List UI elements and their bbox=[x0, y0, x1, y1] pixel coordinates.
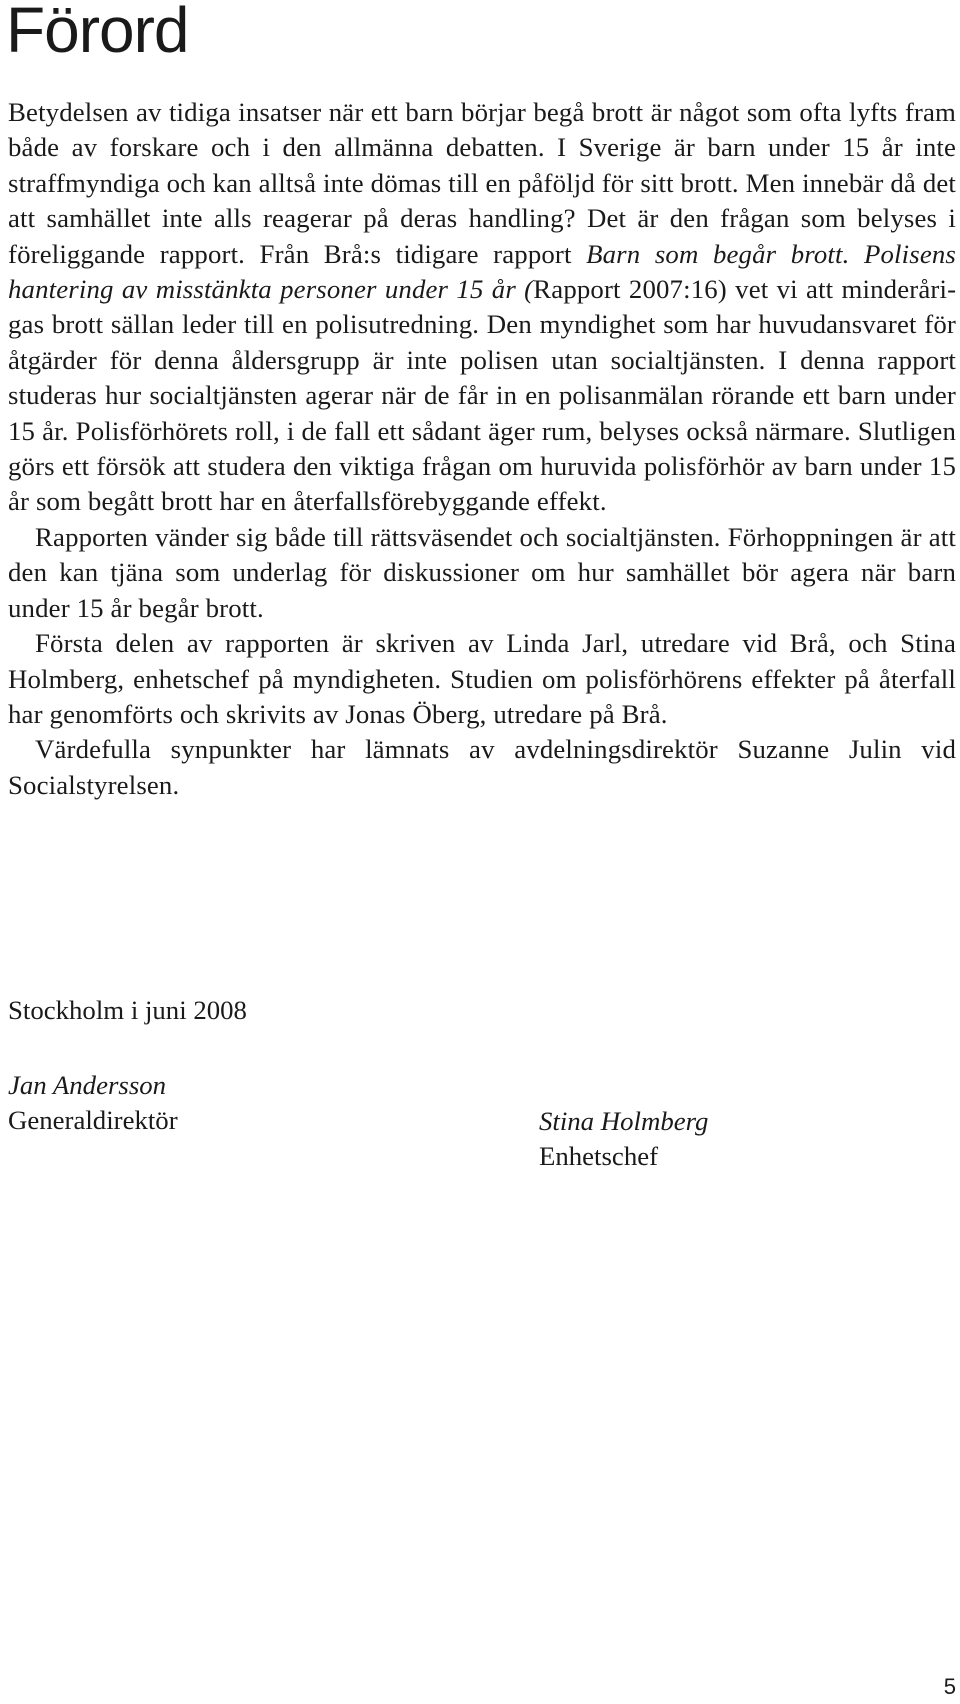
cited-report-title: Barn som begår brott. Polisens hantering av misstänkta personer under 15 år ( bbox=[8, 238, 956, 305]
signature-director-general bbox=[8, 1068, 178, 1139]
page-number: 5 bbox=[943, 1674, 956, 1699]
paragraph-1-text-end: Rapport 2007:16) vet vi att minderårigas brott sällan leder till en polisutredning. Den myndighet som har huvudansvaret för åtgärder för denna åldersgrupp är inte polisen utan socialtjänsten. I denna rapport studeras hur socialtjänsten agerar när de får in en polisanmälan rörande ett barn under 15 år. Polisförhörets roll, i de fall ett sådant äger rum, belyses också närmare. Slutligen görs ett försök att studera den viktiga frågan om huruvida polisförhör av barn under 15 år som begått brott har en återfallsförebyggande effekt. bbox=[8, 274, 956, 517]
paragraph-1-text-start: Betydelsen av tidiga insatser när ett barn börjar begå brott är något som ofta lyfts fram både av forskare och i den allmänna debatten. I Sverige är barn under 15 år inte straffmyndiga och kan alltså inte dömas till en påföljd för sitt brott. Men innebär då det att samhället inte alls reagerar på deras handling? Det är den frågan som belyses i föreliggande rapport. Från Brå:s tidigare rapport bbox=[8, 97, 956, 269]
signatory-role: Generaldirektör bbox=[8, 1105, 178, 1136]
signatory-name: Jan Andersson bbox=[8, 1070, 167, 1100]
signatory-role: Enhetschef bbox=[539, 1141, 659, 1172]
signatory-name: Stina Holmberg bbox=[539, 1106, 709, 1136]
place-and-date: Stockholm i juni 2008 bbox=[8, 995, 247, 1025]
paragraph-3: Första delen av rapporten är skriven av Linda Jarl, utredare vid Brå, och Stina Holmberg, enhetschef på myndigheten. Studien om polisförhörens effekter på återfall har genomförts och skrivits av Jonas Öberg, utredare på Brå. bbox=[8, 628, 956, 729]
page-title: Förord bbox=[6, 0, 189, 66]
paragraph-4: Värdefulla synpunkter har lämnats av avdelningsdirektör Suzanne Julin vid Socialstyrelsen. bbox=[8, 734, 956, 800]
paragraph-2: Rapporten vänder sig både till rättsväsendet och socialtjänsten. Förhoppningen är att den kan tjäna som underlag för diskussioner om hur samhället bör agera när barn under 15 år begår brott. bbox=[8, 521, 956, 623]
paragraph-1 bbox=[8, 95, 956, 520]
foreword-body bbox=[8, 95, 956, 803]
signature-unit-head bbox=[539, 1104, 708, 1175]
